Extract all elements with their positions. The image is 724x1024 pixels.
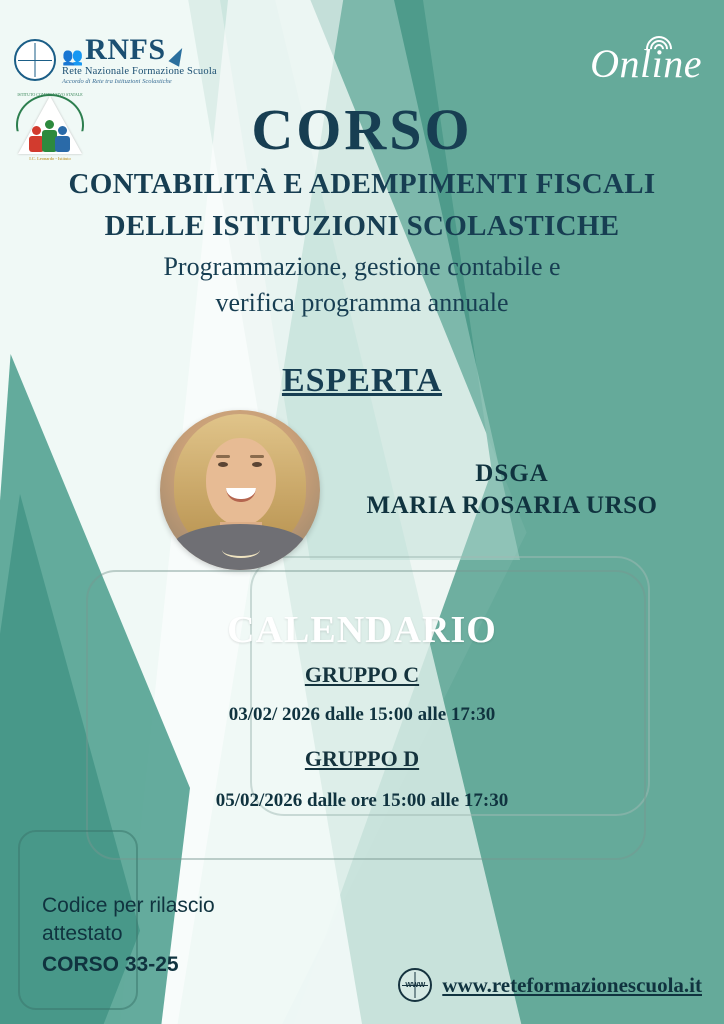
certificate-code-block: [42, 892, 215, 979]
people-icon: 👥: [62, 47, 82, 66]
course-subtitle-line-2: verifica programma annuale: [215, 288, 509, 317]
expert-section-heading: ESPERTA: [281, 362, 443, 399]
course-title-line-2: DELLE ISTITUZIONI SCOLASTICHE: [104, 210, 620, 242]
calendar-section-heading: CALENDARIO: [227, 609, 497, 651]
expert-role: DSGA: [475, 460, 549, 487]
certificate-code-value: CORSO 33-25: [42, 952, 179, 976]
rnfs-full-name: Rete Nazionale Formazione Scuola: [62, 66, 217, 77]
course-subtitle-line-1: Programmazione, gestione contabile e: [163, 252, 561, 281]
group-c-datetime: 03/02/ 2026 dalle 15:00 alle 17:30: [228, 704, 496, 725]
school-logo-caption: I.C. Leonardo - Istituto: [29, 156, 71, 161]
group-c-label: GRUPPO C: [304, 662, 420, 687]
globe-icon: [14, 39, 56, 81]
www-globe-icon: WWW: [398, 968, 432, 1002]
group-d-datetime: 05/02/2026 dalle ore 15:00 alle 17:30: [215, 790, 509, 811]
rnfs-tagline: Accordo di Rete tra Istituzioni Scolastiche: [62, 77, 172, 85]
online-badge: Online: [590, 41, 702, 86]
certificate-code-label-line-1: Codice per rilascio: [42, 894, 215, 917]
website-link[interactable]: www.reteformazionescuola.it: [442, 972, 702, 997]
pen-icon: [168, 45, 187, 67]
course-title-line-1: CONTABILITÀ E ADEMPIMENTI FISCALI: [68, 168, 656, 200]
rnfs-logo: [14, 26, 226, 94]
expert-name: MARIA ROSARIA URSO: [366, 492, 658, 519]
rnfs-acronym: RNFS: [85, 33, 166, 66]
website-row[interactable]: [398, 968, 702, 1002]
school-logo-top-text: ISTITUTO COMPRENSIVO STATALE: [17, 92, 83, 97]
avatar: [160, 410, 320, 570]
certificate-code-label-line-2: attestato: [42, 922, 123, 946]
page-title: CORSO: [251, 97, 473, 162]
group-d-label: GRUPPO D: [304, 746, 420, 771]
